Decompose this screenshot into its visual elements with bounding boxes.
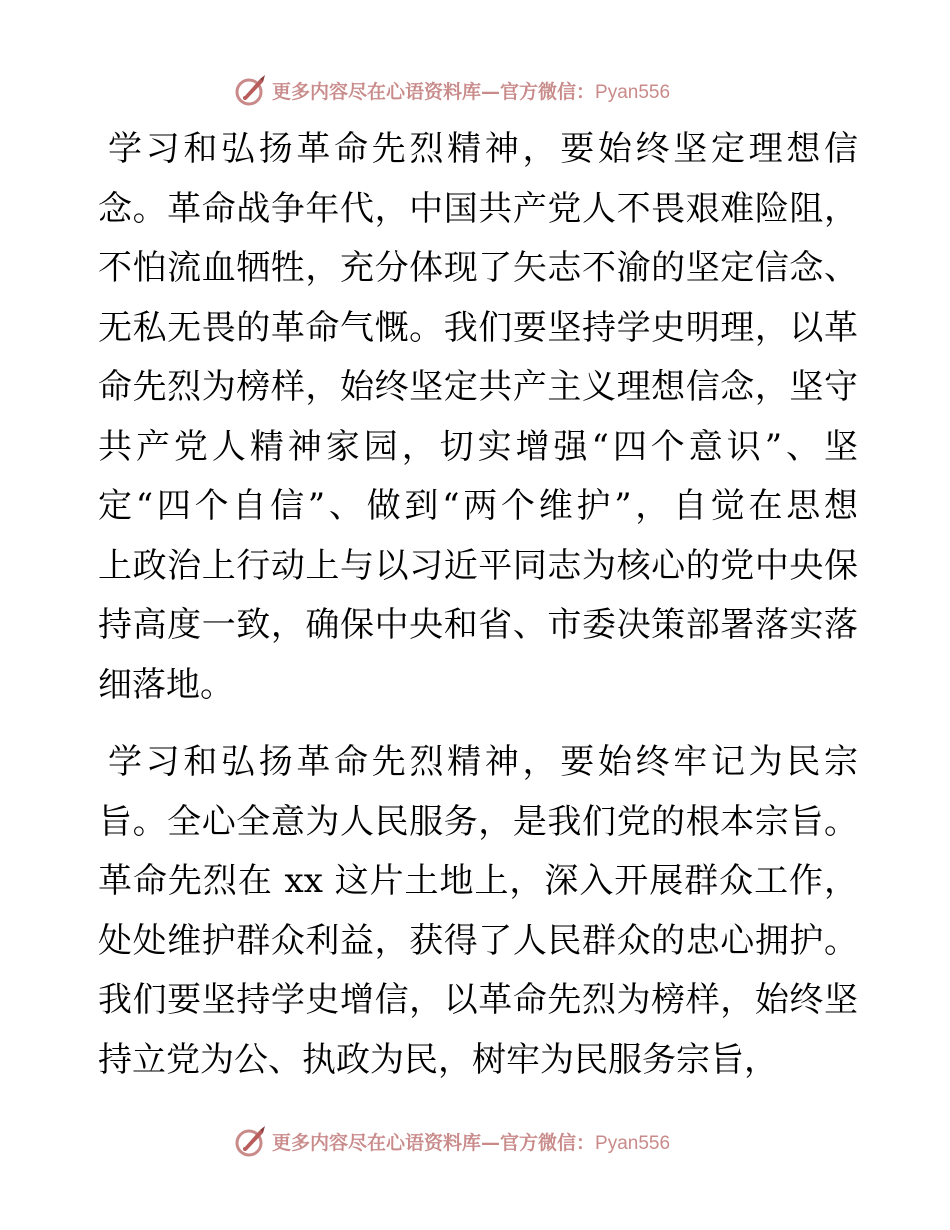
footer-banner-label: 更多内容尽在心语资料库—官方微信： — [272, 1131, 596, 1154]
paragraph-line: 我们要坚持学史增信，以革命先烈为榜样，始终坚 — [98, 980, 858, 1020]
footer-banner — [234, 1123, 714, 1159]
footer-wechat-id: Pyan556 — [595, 1132, 671, 1154]
paragraph-line: 无私无畏的革命气慨。我们要坚持学史明理，以革 — [98, 307, 858, 348]
paragraph-line: 持立党为公、执政为民，树牢为民服务宗旨， — [98, 1039, 778, 1080]
header-banner-text — [272, 77, 670, 104]
paragraph-1 — [98, 120, 858, 715]
quill-pen-logo-icon — [234, 73, 268, 107]
paragraph-line: 命先烈为榜样，始终坚定共产主义理想信念，坚守 — [98, 367, 858, 407]
paragraph-line: 学习和弘扬革命先烈精神，要始终牢记为民宗 — [108, 742, 858, 782]
paragraph-line: 旨。全心全意为人民服务，是我们党的根本宗旨。 — [98, 801, 858, 842]
header-banner — [234, 72, 714, 108]
header-wechat-id: Pyan556 — [595, 81, 671, 103]
paragraph-line: 共产党人精神家园，切实增强“四个意识”、坚 — [98, 426, 858, 467]
paragraph-line: 持高度一致，确保中央和省、市委决策部署落实落 — [98, 605, 858, 645]
document-body — [98, 120, 858, 1090]
paragraph-gap — [98, 715, 858, 733]
paragraph-line: 上政治上行动上与以习近平同志为核心的党中央保 — [98, 545, 858, 586]
paragraph-line: 念。革命战争年代，中国共产党人不畏艰难险阻， — [98, 188, 858, 229]
paragraph-line: 细落地。 — [98, 664, 234, 705]
quill-pen-logo-icon — [234, 1124, 268, 1158]
paragraph-line: 学习和弘扬革命先烈精神，要始终坚定理想信 — [108, 129, 858, 169]
paragraph-line: 不怕流血牺牲，充分体现了矢志不渝的坚定信念、 — [98, 248, 858, 288]
paragraph-line: 定“四个自信”、做到“两个维护”，自觉在思想 — [98, 486, 858, 526]
footer-banner-text — [272, 1128, 670, 1155]
paragraph-2 — [98, 733, 858, 1090]
paragraph-line: 革命先烈在 xx 这片土地上，深入开展群众工作， — [98, 861, 858, 901]
header-banner-label: 更多内容尽在心语资料库—官方微信： — [272, 80, 596, 103]
paragraph-line: 处处维护群众利益，获得了人民群众的忠心拥护。 — [98, 920, 858, 961]
